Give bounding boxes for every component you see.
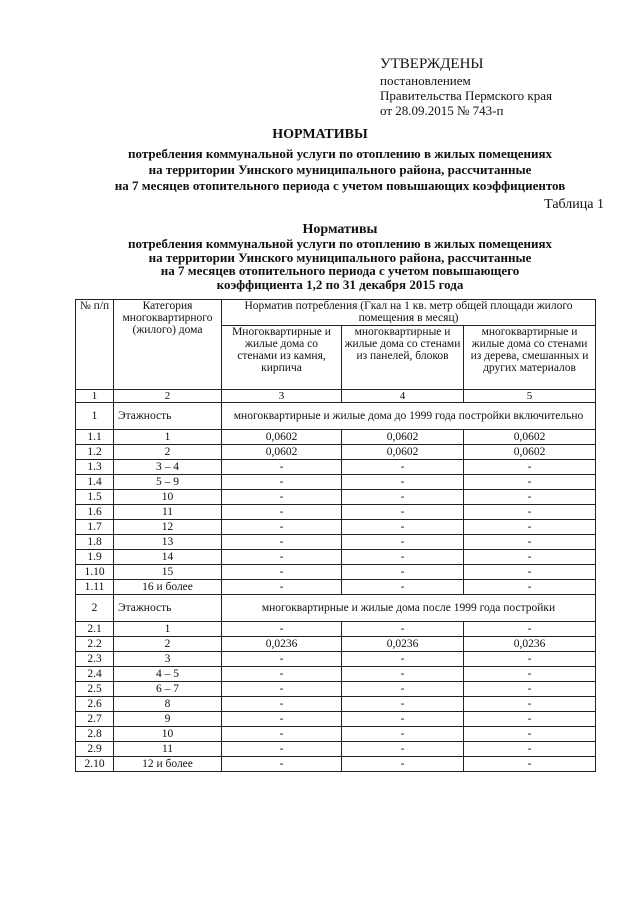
table-row [76, 430, 596, 445]
value-stone-brick: - [222, 712, 342, 727]
row-number: 2.5 [76, 682, 114, 697]
row-floors: 14 [114, 550, 222, 565]
row-floors: 13 [114, 535, 222, 550]
value-wood-mixed: 0,0602 [464, 430, 596, 445]
value-panel-block: - [342, 622, 464, 637]
section-row [76, 403, 596, 430]
row-floors: 1 [114, 430, 222, 445]
value-wood-mixed: - [464, 535, 596, 550]
table-row [76, 475, 596, 490]
row-floors: 4 – 5 [114, 667, 222, 682]
value-stone-brick: - [222, 697, 342, 712]
value-wood-mixed: - [464, 682, 596, 697]
value-panel-block: - [342, 667, 464, 682]
value-wood-mixed: - [464, 727, 596, 742]
row-floors: 11 [114, 505, 222, 520]
value-wood-mixed: - [464, 622, 596, 637]
column-number: 5 [464, 390, 596, 403]
row-number: 2.4 [76, 667, 114, 682]
column-number: 3 [222, 390, 342, 403]
row-floors: 8 [114, 697, 222, 712]
table-row [76, 652, 596, 667]
row-number: 2.10 [76, 757, 114, 772]
value-wood-mixed: - [464, 505, 596, 520]
row-floors: 3 – 4 [114, 460, 222, 475]
value-stone-brick: - [222, 550, 342, 565]
header-wood-mixed: многоквартирные и жилые дома со стенами из дерева, смешанных и других материалов [464, 326, 596, 390]
header-norm: Норматив потребления (Гкал на 1 кв. метр общей площади жилого помещения в месяц) [222, 300, 596, 326]
value-stone-brick: - [222, 757, 342, 772]
row-floors: 1 [114, 622, 222, 637]
row-floors: 12 [114, 520, 222, 535]
row-floors: 9 [114, 712, 222, 727]
value-panel-block: 0,0602 [342, 445, 464, 460]
value-wood-mixed: - [464, 475, 596, 490]
table-row [76, 682, 596, 697]
value-wood-mixed: - [464, 520, 596, 535]
document-title: НОРМАТИВЫ [272, 127, 368, 142]
value-panel-block: 0,0602 [342, 430, 464, 445]
row-number: 1.6 [76, 505, 114, 520]
approval-line: постановлением [380, 73, 471, 88]
row-floors: 3 [114, 652, 222, 667]
value-stone-brick: - [222, 727, 342, 742]
value-panel-block: - [342, 682, 464, 697]
row-floors: 2 [114, 445, 222, 460]
value-wood-mixed: - [464, 757, 596, 772]
value-panel-block: - [342, 697, 464, 712]
table-row [76, 520, 596, 535]
value-stone-brick: 0,0602 [222, 430, 342, 445]
section-row [76, 595, 596, 622]
approval-line: от 28.09.2015 № 743-п [380, 103, 504, 118]
value-panel-block: - [342, 550, 464, 565]
row-floors: 16 и более [114, 580, 222, 595]
value-stone-brick: - [222, 520, 342, 535]
table-title: Нормативы [302, 222, 378, 237]
value-stone-brick: - [222, 565, 342, 580]
row-number: 1.4 [76, 475, 114, 490]
row-number: 2.3 [76, 652, 114, 667]
value-wood-mixed: - [464, 697, 596, 712]
table-row [76, 565, 596, 580]
table-row [76, 580, 596, 595]
value-panel-block: - [342, 652, 464, 667]
table-row [76, 727, 596, 742]
row-number: 1.9 [76, 550, 114, 565]
table-row [76, 490, 596, 505]
row-floors: 10 [114, 727, 222, 742]
value-wood-mixed: - [464, 667, 596, 682]
row-number: 1.8 [76, 535, 114, 550]
row-floors: 6 – 7 [114, 682, 222, 697]
table-row [76, 622, 596, 637]
value-panel-block: - [342, 535, 464, 550]
table-row [76, 535, 596, 550]
subtitle-line: на территории Уинского муниципального района, рассчитанные [148, 162, 532, 177]
row-number: 2.8 [76, 727, 114, 742]
value-stone-brick: 0,0236 [222, 637, 342, 652]
row-number: 1.10 [76, 565, 114, 580]
value-stone-brick: - [222, 622, 342, 637]
header-stone-brick: Многоквартирные и жилые дома со стенами из камня, кирпича [222, 326, 342, 390]
value-panel-block: - [342, 520, 464, 535]
value-wood-mixed: - [464, 565, 596, 580]
table-row [76, 712, 596, 727]
value-panel-block: - [342, 712, 464, 727]
header-panel-block: многоквартирные и жилые дома со стенами из панелей, блоков [342, 326, 464, 390]
row-floors: 15 [114, 565, 222, 580]
value-stone-brick: - [222, 742, 342, 757]
value-stone-brick: - [222, 580, 342, 595]
value-wood-mixed: 0,0236 [464, 637, 596, 652]
value-stone-brick: - [222, 535, 342, 550]
row-number: 2.6 [76, 697, 114, 712]
value-stone-brick: - [222, 682, 342, 697]
norms-table [75, 299, 596, 772]
value-panel-block: - [342, 505, 464, 520]
value-panel-block: - [342, 742, 464, 757]
column-number: 1 [76, 390, 114, 403]
document-subtitle [60, 146, 620, 194]
row-number: 1.11 [76, 580, 114, 595]
value-wood-mixed: - [464, 712, 596, 727]
table-row [76, 757, 596, 772]
header-number: № п/п [76, 300, 114, 390]
row-category: Этажность [114, 595, 222, 622]
value-stone-brick: - [222, 667, 342, 682]
table-row [76, 505, 596, 520]
row-number: 1.1 [76, 430, 114, 445]
row-number: 2.2 [76, 637, 114, 652]
value-stone-brick: - [222, 490, 342, 505]
row-number: 2.7 [76, 712, 114, 727]
row-floors: 12 и более [114, 757, 222, 772]
row-floors: 11 [114, 742, 222, 757]
table-subtitle-line: потребления коммунальной услуги по отоплению в жилых помещениях [128, 236, 552, 251]
row-floors: 2 [114, 637, 222, 652]
value-wood-mixed: - [464, 652, 596, 667]
table-row [76, 445, 596, 460]
row-number: 2.1 [76, 622, 114, 637]
section-description: многоквартирные и жилые дома после 1999 года постройки [222, 595, 596, 622]
value-panel-block: - [342, 727, 464, 742]
row-number: 2.9 [76, 742, 114, 757]
row-number: 1.3 [76, 460, 114, 475]
value-wood-mixed: - [464, 460, 596, 475]
approval-block [380, 56, 552, 118]
table-row [76, 637, 596, 652]
value-panel-block: - [342, 490, 464, 505]
section-description: многоквартирные и жилые дома до 1999 года постройки включительно [222, 403, 596, 430]
table-subtitle-line: коэффициента 1,2 по 31 декабря 2015 года [216, 276, 464, 292]
column-number: 2 [114, 390, 222, 403]
value-stone-brick: - [222, 652, 342, 667]
value-stone-brick: - [222, 460, 342, 475]
subtitle-line: на 7 месяцев отопительного периода с учетом повышающих коэффициентов [114, 178, 566, 193]
table-row [76, 460, 596, 475]
row-number: 1.2 [76, 445, 114, 460]
table-row [76, 550, 596, 565]
value-panel-block: - [342, 565, 464, 580]
value-wood-mixed: - [464, 580, 596, 595]
value-stone-brick: - [222, 475, 342, 490]
value-panel-block: - [342, 580, 464, 595]
subtitle-line: потребления коммунальной услуги по отоплению в жилых помещениях [128, 146, 552, 161]
row-floors: 10 [114, 490, 222, 505]
value-wood-mixed: - [464, 550, 596, 565]
value-panel-block: - [342, 475, 464, 490]
row-category: Этажность [114, 403, 222, 430]
table-body [76, 403, 596, 772]
row-number: 2 [76, 595, 114, 622]
column-number: 4 [342, 390, 464, 403]
row-number: 1 [76, 403, 114, 430]
value-panel-block: 0,0236 [342, 637, 464, 652]
value-wood-mixed: - [464, 490, 596, 505]
value-panel-block: - [342, 460, 464, 475]
table-row [76, 742, 596, 757]
row-number: 1.5 [76, 490, 114, 505]
header-category: Категория многоквартирного (жилого) дома [114, 300, 222, 390]
row-floors: 5 – 9 [114, 475, 222, 490]
value-wood-mixed: - [464, 742, 596, 757]
value-stone-brick: - [222, 505, 342, 520]
value-wood-mixed: 0,0602 [464, 445, 596, 460]
value-panel-block: - [342, 757, 464, 772]
approval-heading: УТВЕРЖДЕНЫ [380, 56, 484, 72]
row-number: 1.7 [76, 520, 114, 535]
table-subtitle-line: на территории Уинского муниципального района, рассчитанные [148, 249, 532, 265]
table-row [76, 667, 596, 682]
table-subtitle [60, 237, 620, 291]
table-row [76, 697, 596, 712]
approval-line: Правительства Пермского края [380, 88, 552, 103]
table-subtitle-line: на 7 месяцев отопительного периода с учетом повышающего [160, 263, 520, 278]
table-label: Таблица 1 [544, 197, 604, 212]
value-stone-brick: 0,0602 [222, 445, 342, 460]
